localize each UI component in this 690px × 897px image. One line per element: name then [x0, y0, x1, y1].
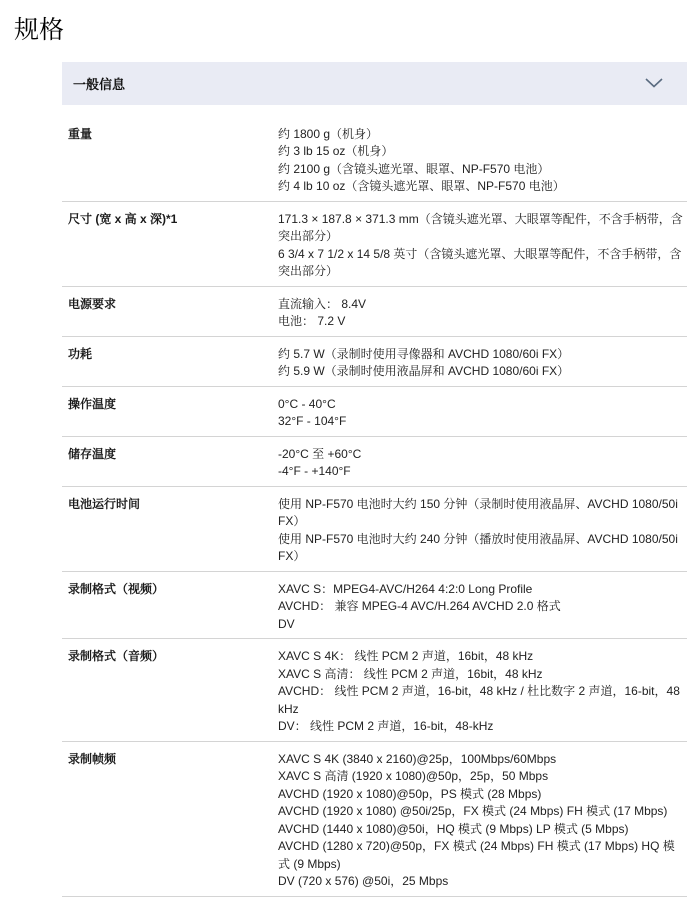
value-line: 约 5.7 W（录制时使用寻像器和 AVCHD 1080/60i FX）: [278, 346, 570, 361]
value-line: 约 4 lb 10 oz（含镜头遮光罩、眼罩、NP-F570 电池）: [278, 179, 565, 193]
value-line: XAVC S 4K： 线性 PCM 2 声道，16bit，48 kHz: [278, 649, 534, 663]
value-line: 171.3 × 187.8 × 371.3 mm（含镜头遮光罩、大眼罩等配件，不含手柄带，含突出部分）: [278, 211, 683, 243]
value-line: AVCHD (1280 x 720)@50p，FX 模式 (24 Mbps) FH 模式 (17 Mbps) HQ 模式 (9 Mbps): [278, 839, 675, 871]
page-title: 规格: [14, 16, 65, 44]
table-row-power-consumption: [62, 337, 687, 387]
value-line: 约 1800 g（机身）: [278, 126, 379, 141]
value-line: DV： 线性 PCM 2 声道，16-bit，48-kHz: [278, 719, 494, 733]
row-label: 储存温度: [68, 446, 117, 461]
table-row-battery-runtime: [62, 487, 687, 572]
value-line: XAVC S：MPEG4-AVC/H264 4:2:0 Long Profile: [278, 581, 533, 596]
value-line: AVCHD (1440 x 1080)@50i，HQ 模式 (9 Mbps) LP 模式 (5 Mbps): [278, 821, 629, 836]
value-line: DV: [278, 616, 295, 631]
value-line: 使用 NP-F570 电池时大约 150 分钟（录制时使用液晶屏、AVCHD 1080/50i FX）: [278, 496, 678, 528]
value-line: 32°F - 104°F: [278, 414, 347, 428]
value-line: -20°C 至 +60°C: [278, 446, 362, 461]
value-line: 电池： 7.2 V: [278, 314, 346, 328]
value-line: -4°F - +140°F: [278, 464, 351, 478]
table-row-recording-format-video: [62, 572, 687, 640]
value-line: 6 3/4 x 7 1/2 x 14 5/8 英寸（含镜头遮光罩、大眼罩等配件，不含手柄带，含突出部分）: [278, 246, 682, 278]
spec-table: [62, 117, 687, 897]
row-values: [278, 751, 687, 891]
row-values: [278, 296, 687, 331]
row-label: 操作温度: [68, 396, 117, 411]
row-values: [278, 126, 687, 196]
row-values: [278, 581, 687, 634]
table-row-operating-temperature: [62, 387, 687, 437]
value-line: 约 5.9 W（录制时使用液晶屏和 AVCHD 1080/60i FX）: [278, 364, 570, 378]
row-label: 电池运行时间: [68, 496, 141, 511]
value-line: XAVC S 高清： 线性 PCM 2 声道，16bit，48 kHz: [278, 666, 543, 681]
value-line: AVCHD： 线性 PCM 2 声道，16-bit，48 kHz / 杜比数字 2 声道，16-bit，48 kHz: [278, 684, 680, 716]
value-line: AVCHD： 兼容 MPEG-4 AVC/H.264 AVCHD 2.0 格式: [278, 599, 561, 613]
value-line: 直流输入： 8.4V: [278, 296, 367, 311]
row-values: [278, 496, 687, 566]
row-values: [278, 446, 687, 481]
row-values: [278, 346, 687, 381]
row-label: 重量: [68, 126, 93, 141]
row-values: [278, 396, 687, 431]
table-row-storage-temperature: [62, 437, 687, 487]
value-line: AVCHD (1920 x 1080) @50i/25p，FX 模式 (24 Mbps) FH 模式 (17 Mbps): [278, 804, 668, 818]
row-label: 录制格式（音频）: [68, 649, 165, 663]
table-row-power-requirements: [62, 287, 687, 337]
row-label: 电源要求: [68, 296, 117, 311]
row-values: [278, 211, 687, 281]
row-label: 功耗: [68, 346, 93, 361]
chevron-down-icon[interactable]: [645, 78, 663, 88]
value-line: XAVC S 高清 (1920 x 1080)@50p，25p，50 Mbps: [278, 769, 549, 783]
value-line: 约 2100 g（含镜头遮光罩、眼罩、NP-F570 电池）: [278, 161, 550, 176]
table-row-weight: [62, 117, 687, 202]
accordion-title: 一般信息: [73, 76, 126, 92]
general-info-section: [62, 62, 687, 897]
value-line: 约 3 lb 15 oz（机身）: [278, 144, 394, 158]
row-label: 尺寸 (宽 x 高 x 深)*1: [68, 211, 178, 226]
table-row-recording-frame-rate: [62, 742, 687, 897]
value-line: XAVC S 4K (3840 x 2160)@25p，100Mbps/60Mbps: [278, 751, 557, 766]
value-line: 0°C - 40°C: [278, 396, 336, 411]
value-line: AVCHD (1920 x 1080)@50p，PS 模式 (28 Mbps): [278, 786, 542, 801]
row-label: 录制格式（视频）: [68, 581, 165, 596]
accordion-header-general-info[interactable]: [62, 62, 687, 105]
value-line: 使用 NP-F570 电池时大约 240 分钟（播放时使用液晶屏、AVCHD 1080/50i FX）: [278, 531, 678, 563]
value-line: DV (720 x 576) @50i，25 Mbps: [278, 874, 449, 888]
row-label: 录制帧频: [68, 751, 117, 766]
table-row-recording-format-audio: [62, 639, 687, 742]
row-values: [278, 648, 687, 736]
table-row-dimensions: [62, 202, 687, 287]
